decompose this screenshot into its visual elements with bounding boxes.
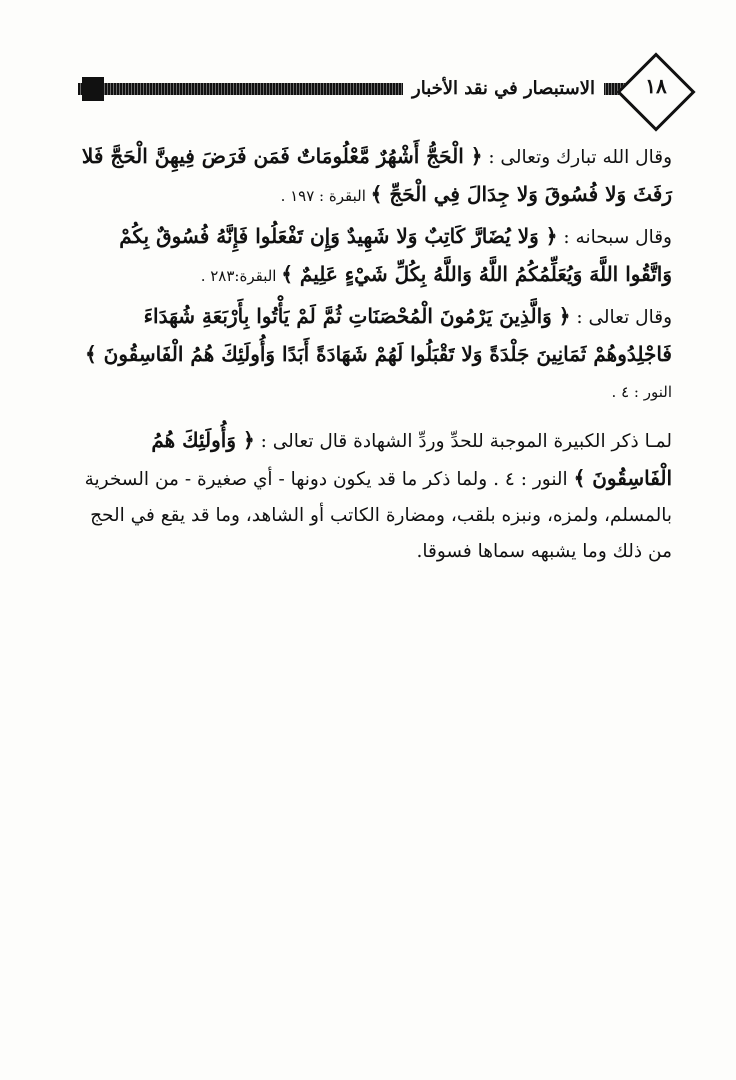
- quran-verse: ﴿ الْحَجُّ أَشْهُرٌ مَّعْلُومَاتٌ فَمَن فَرَضَ فِيهِنَّ الْحَجَّ فَلا رَفَثَ وَلا فُسُوقَ وَلا جِدَالَ فِي الْحَجِّ ﴾: [81, 144, 672, 206]
- intro-text: وقال سبحانه :: [557, 227, 672, 248]
- intro-text: لمـا ذكر الكبيرة الموجبة للحدِّ وردِّ الشهادة قال تعالى :: [254, 431, 672, 452]
- page-body: [76, 138, 672, 574]
- quran-verse: ﴿ وَلا يُضَارَّ كَاتِبٌ وَلا شَهِيدٌ وَإِن تَفْعَلُوا فَإِنَّهُ فُسُوقٌ بِكُمْ وَاتَّقُوا اللَّهَ وَيُعَلِّمُكُمُ اللَّهُ وَاللَّهُ بِكُلِّ شَيْءٍ عَلِيمٌ ﴾: [119, 224, 672, 286]
- paragraph-nur: [76, 298, 672, 410]
- page-header: [78, 60, 688, 120]
- commentary-text: النور : ٤ . ولما ذكر ما قد يكون دونها - أي صغيرة - من السخرية بالمسلم، ولمزه، ونبزه بلقب، ومضارة الكاتب أو الشاهد، وما قد يقع في الحج من ذلك وما يشبهه سماها فسوقا.: [84, 469, 672, 562]
- book-title: الاستبصار في نقد الأخبار: [403, 72, 604, 106]
- verse-reference: النور : ٤ .: [611, 383, 672, 401]
- verse-reference: البقرة : ١٩٧ .: [280, 187, 371, 205]
- paragraph-debt: [76, 218, 672, 294]
- quran-verse: ﴿ وَأُولَئِكَ هُمُ الْفَاسِقُونَ ﴾: [151, 428, 672, 490]
- page-number: ١٨: [645, 74, 667, 98]
- intro-text: وقال الله تبارك وتعالى :: [482, 147, 672, 168]
- intro-text: وقال تعالى :: [570, 307, 672, 328]
- header-end-block: [82, 77, 104, 101]
- paragraph-hajj: [76, 138, 672, 214]
- verse-reference: البقرة:٢٨٣ .: [200, 267, 282, 285]
- paragraph-commentary: [76, 422, 672, 570]
- quran-verse: ﴿ وَالَّذِينَ يَرْمُونَ الْمُحْصَنَاتِ ثُمَّ لَمْ يَأْتُوا بِأَرْبَعَةِ شُهَدَاءَ فَاجْلِدُوهُمْ ثَمَانِينَ جَلْدَةً وَلا تَقْبَلُوا لَهُمْ شَهَادَةً أَبَدًا وَأُولَئِكَ هُمُ الْفَاسِقُونَ ﴾: [85, 304, 672, 366]
